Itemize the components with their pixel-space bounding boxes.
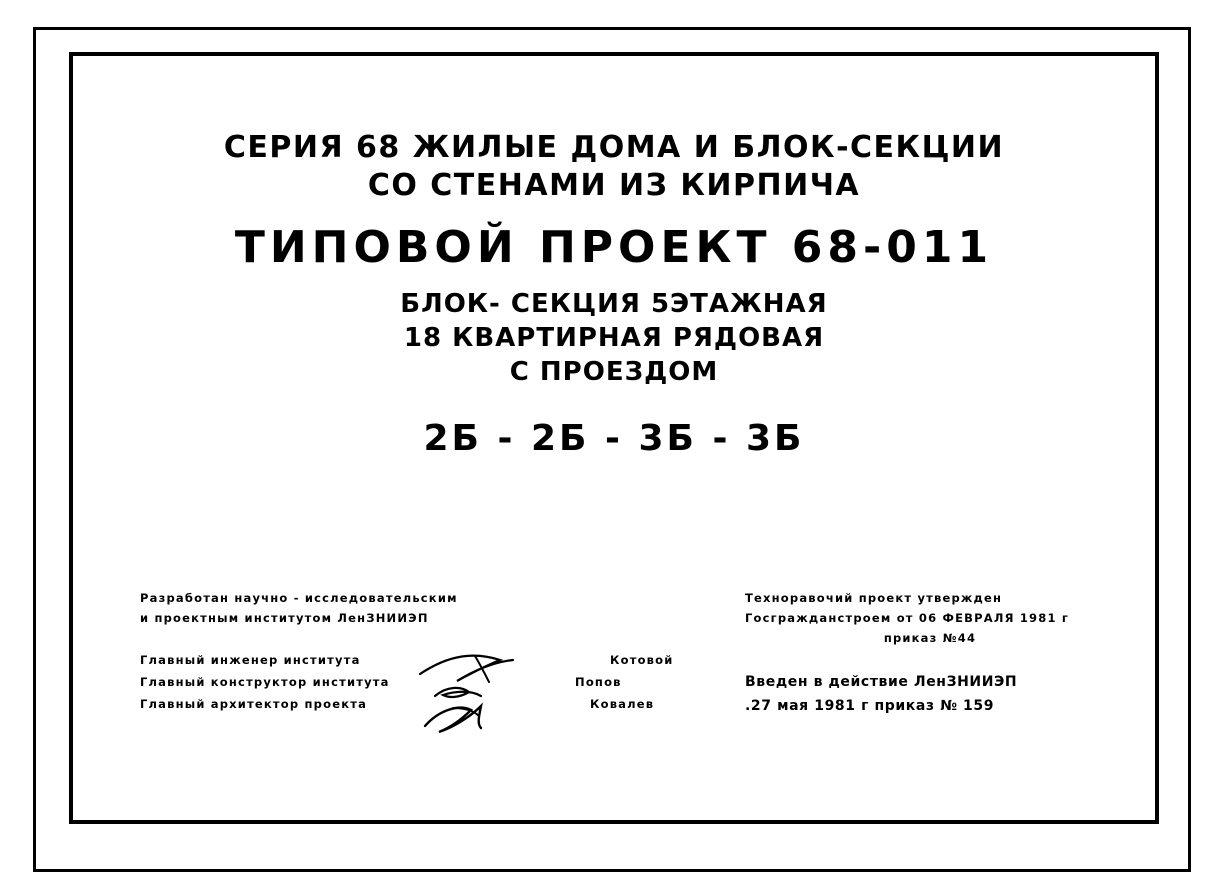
developer-line-2: и проектным институтом ЛенЗНИИЭП	[140, 611, 429, 625]
signatory-name-2: Попов	[575, 675, 622, 689]
approval-line-3: приказ №44	[883, 631, 977, 645]
signatory-row-1	[140, 650, 674, 672]
signatory-role-2: Главный конструктор института	[140, 675, 390, 689]
signatory-role-1: Главный инженер института	[140, 653, 361, 667]
title-block	[69, 130, 1159, 461]
series-line-1: СЕРИЯ 68 ЖИЛЫЕ ДОМА И БЛОК-СЕКЦИИ	[223, 130, 1005, 165]
apartment-code: 2Б - 2Б - 3Б - 3Б	[423, 418, 805, 459]
approval-line-1: Техноравочий проект утвержден	[745, 591, 1003, 605]
signatory-role-3: Главный архитектор проекта	[140, 697, 368, 711]
project-title: ТИПОВОЙ ПРОЕКТ 68-011	[234, 222, 994, 273]
subtitle-line-2: 18 КВАРТИРНАЯ РЯДОВАЯ	[403, 323, 825, 353]
subtitle-line-3: С ПРОЕЗДОМ	[509, 357, 719, 387]
signatory-row-3	[140, 694, 655, 716]
subtitle-line-1: БЛОК- СЕКЦИЯ 5ЭТАЖНАЯ	[400, 289, 828, 319]
enacted-line-1: Введен в действие ЛенЗНИИЭП	[745, 674, 1018, 690]
series-line-2: СО СТЕНАМИ ИЗ КИРПИЧА	[367, 168, 861, 203]
signatory-name-3: Ковалев	[590, 697, 655, 711]
signatory-name-1: Котовой	[610, 653, 674, 667]
signatory-row-2	[140, 672, 622, 694]
notes-spacer	[140, 628, 610, 650]
approval-notes	[745, 588, 1115, 718]
approval-line-2: Госгражданстроем от 06 ФЕВРАЛЯ 1981 г	[745, 611, 1070, 625]
developer-notes	[140, 588, 674, 716]
enacted-line-2: .27 мая 1981 г приказ № 159	[745, 698, 995, 714]
developer-line-1: Разработан научно - исследовательским	[140, 591, 458, 605]
approval-spacer	[745, 648, 1115, 670]
